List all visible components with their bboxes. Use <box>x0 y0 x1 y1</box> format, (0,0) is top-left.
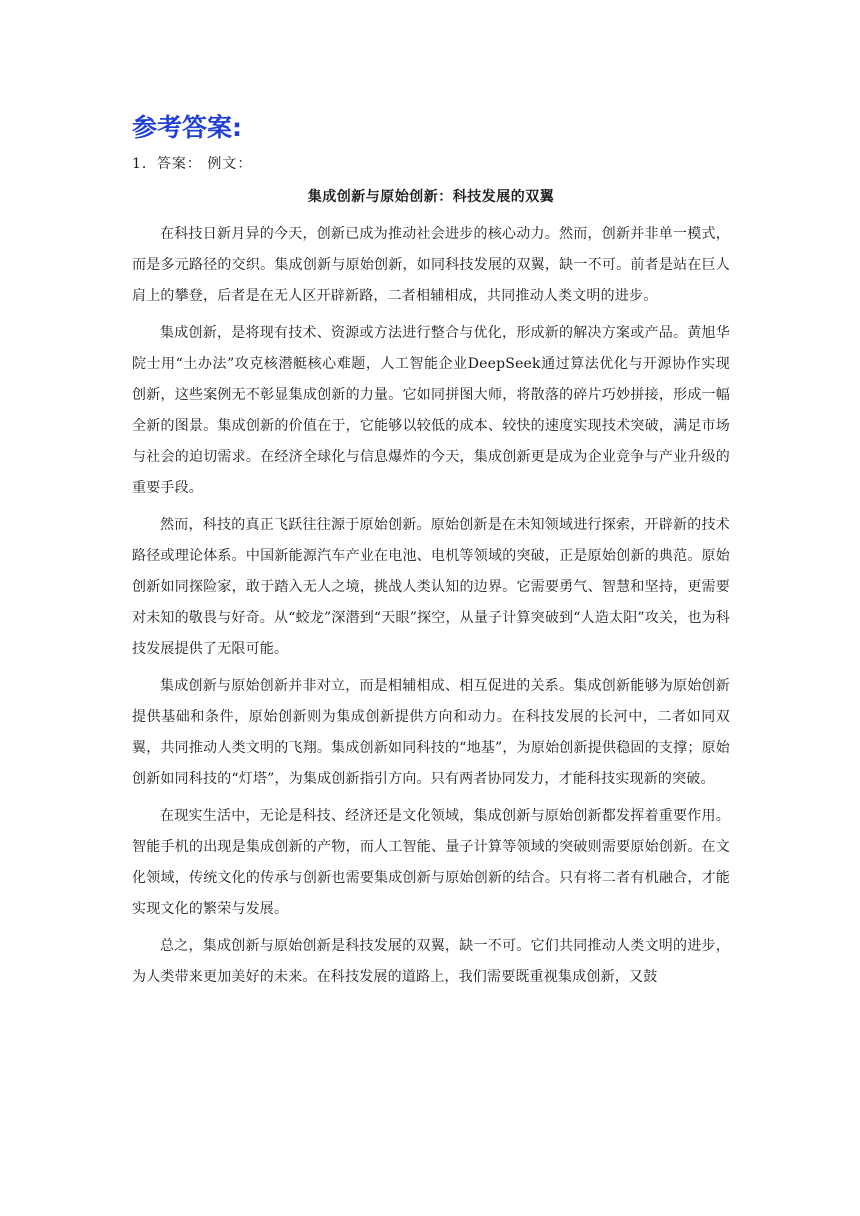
section-heading: 参考答案: <box>132 113 242 142</box>
essay-title: 集成创新与原始创新：科技发展的双翼 <box>307 189 555 205</box>
essay-paragraph: 在科技日新月异的今天，创新已成为推动社会进步的核心动力。然而，创新并非单一模式，而是多元路径的交织。集成创新与原始创新，如同科技发展的双翼，缺一不可。前者是站在巨人肩上的攀登，后者是在无人区开辟新路，二者相辅相成，共同推动人类文明的进步。 <box>132 226 730 304</box>
essay-paragraph: 然而，科技的真正飞跃往往源于原始创新。原始创新是在未知领域进行探索，开辟新的技术路径或理论体系。中国新能源汽车产业在电池、电机等领域的突破，正是原始创新的典范。原始创新如同探险家，敢于踏入无人之境，挑战人类认知的边界。它需要勇气、智慧和坚持，更需要对未知的敬畏与好奇。从“蛟龙”深潜到“天眼”探空，从量子计算突破到“人造太阳”攻关，也为科技发展提供了无限可能。 <box>132 517 730 657</box>
essay-paragraph: 总之，集成创新与原始创新是科技发展的双翼，缺一不可。它们共同推动人类文明的进步，为人类带来更加美好的未来。在科技发展的道路上，我们需要既重视集成创新，又鼓 <box>132 938 730 985</box>
answer-item-label: 1．答案： 例文： <box>132 156 253 172</box>
essay-paragraph: 集成创新与原始创新并非对立，而是相辅相成、相互促进的关系。集成创新能够为原始创新提供基础和条件，原始创新则为集成创新提供方向和动力。在科技发展的长河中，二者如同双翼，共同推动人类文明的飞翔。集成创新如同科技的“地基”，为原始创新提供稳固的支撑；原始创新如同科技的“灯塔”，为集成创新指引方向。只有两者协同发力，才能科技实现新的突破。 <box>132 678 730 787</box>
essay-paragraph: 在现实生活中，无论是科技、经济还是文化领域，集成创新与原始创新都发挥着重要作用。智能手机的出现是集成创新的产物，而人工智能、量子计算等领域的突破则需要原始创新。在文化领域，传统文化的传承与创新也需要集成创新与原始创新的结合。只有将二者有机融合，才能实现文化的繁荣与发展。 <box>132 808 730 917</box>
essay-paragraph: 集成创新，是将现有技术、资源或方法进行整合与优化，形成新的解决方案或产品。黄旭华院士用“土办法”攻克核潜艇核心难题，人工智能企业DeepSeek通过算法优化与开源协作实现创新，这些案例无不彰显集成创新的力量。它如同拼图大师，将散落的碎片巧妙拼接，形成一幅全新的图景。集成创新的价值在于，它能够以较低的成本、较快的速度实现技术突破，满足市场与社会的迫切需求。在经济全球化与信息爆炸的今天，集成创新更是成为企业竞争与产业升级的重要手段。 <box>132 325 730 496</box>
answer-page <box>132 108 730 999</box>
